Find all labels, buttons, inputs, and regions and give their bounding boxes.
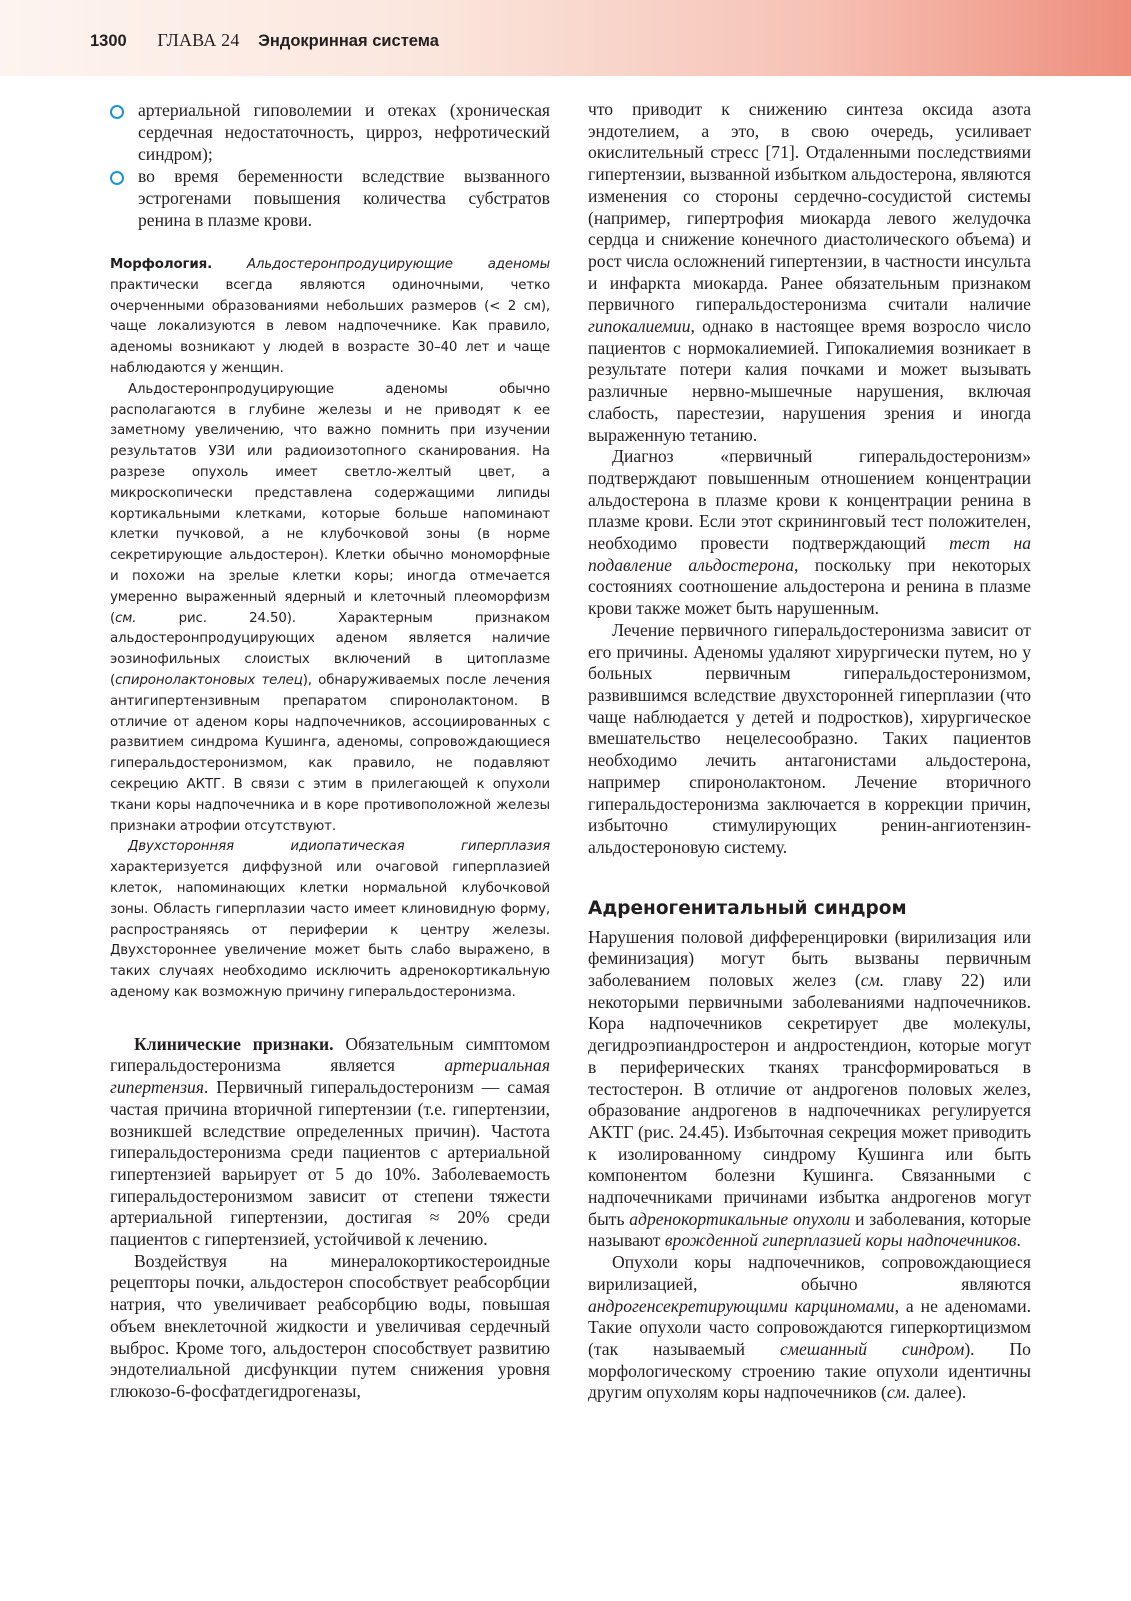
section-heading: Адреногенитальный синдром [588, 897, 907, 919]
body-paragraph: Нарушения половой дифференцировки (вирилизация или феминизация) могут быть вызваны первичным заболеванием половых желез (см. главу 22) или некоторыми первичными заболеваниями надпочечников. Кора надпочечников секретирует две молекулы, дегидроэпиандростерон и андростендион, которые могут в периферических тканях трансформироваться в тестостерон. В отличие от андрогенов половых желез, образование андрогенов в надпочечниках регулируется АКТГ (рис. 24.45). Избыточная секреция может приводить к изолированному синдрому Кушинга или быть компонентом болезни Кушинга. Связанными с надпочечниками причинами избытка андрогенов могут быть адренокортикальные опухоли и заболевания, которые называют врожденной гиперплазией коры надпочечников. [588, 926, 1031, 1251]
morphology-box [110, 255, 550, 1004]
body-paragraph: Клинические признаки. Обязательным симптомом гиперальдостеронизма является артериальная гипертензия. Первичный гиперальдостеронизм — самая частая причина вторичной гипертензии (т.е. гипертензии, возникшей вследствие определенных причин). Частота гиперальдостеронизма среди пациентов с артериальной гипертензией варьирует от 5 до 10%. Заболеваемость гиперальдостеронизмом зависит от степени тяжести артериальной гипертензии, достигая ≈ 20% среди пациентов с гипертензией, устойчивой к лечению. [110, 1033, 550, 1250]
left-column [110, 99, 550, 1403]
clinical-signs-section [110, 1034, 550, 1403]
running-head [90, 30, 439, 51]
body-paragraph: Воздействуя на минералокортикостероидные рецепторы почки, альдостерон способствует реабсорбции натрия, что увеличивает реабсорбцию воды, повышая объем внеклеточной жидкости и увеличивая сердечный выброс. Кроме того, альдостерон способствует развитию эндотелиальной дисфункции путем снижения уровня глюкозо-6-фосфатдегидрогеназы, [110, 1250, 550, 1401]
bullet-circle-icon [110, 105, 124, 119]
morphology-paragraph: Альдостеронпродуцирующие аденомы обычно располагаются в глубине железы и не приводят к ее заметному увеличению, что важно помнить при изучении результатов УЗИ или радиоизотопного сканирования. На разрезе опухоль имеет светло-желтый цвет, а микроскопически представлена содержащими липиды кортикальными клетками, которые больше напоминают клетки пучковой, а не клубочковой зоны (в норме секретирующие альдостерон). Клетки обычно мономорфные и похожи на зрелые клетки коры; иногда отмечается умеренно выраженный ядерный и клеточный плеоморфизм (см. рис. 24.50). Характерным признаком альдостеронпродуцирующих аденом является наличие эозинофильных слоистых включений в цитоплазме (спиронолактоновых телец), обнаруживаемых после лечения антигипертензивным препаратом спиронолактоном. В отличие от аденом коры надпочечников, ассоциированных с развитием синдрома Кушинга, аденомы, сопровождающиеся гиперальдостеронизмом, как правило, не подавляют секрецию АКТГ. В связи с этим в прилегающей к опухоли ткани коры надпочечника и в коре противоположной железы признаки атрофии отсутствуют. [110, 381, 550, 834]
page-number: 1300 [90, 32, 127, 50]
list-item [110, 99, 550, 165]
bullet-list [110, 99, 550, 231]
bullet-text: во время беременности вследствие вызванного эстрогенами повышения количества субстратов ренина в плазме крови. [138, 166, 550, 230]
body-paragraph: Опухоли коры надпочечников, сопровождающиеся вирилизацией, обычно являются андрогенсекретирующими карциномами, а не аденомами. Такие опухоли часто сопровождаются гиперкортицизмом (так называемый смешанный синдром). По морфологическому строению такие опухоли идентичны другим опухолям коры надпочечников (см. далее). [588, 1252, 1032, 1403]
chapter-title: Эндокринная система [258, 32, 439, 50]
chapter-label: ГЛАВА 24 [157, 30, 240, 50]
morphology-paragraph: Морфология. Альдостеронпродуцирующие аденомы практически всегда являются одиночными, четко очерченными образованиями небольших размеров (< 2 см), чаще локализуются в левом надпочечнике. Как правило, аденомы возникают у людей в возрасте 30–40 лет и чаще наблюдаются у женщин. [110, 257, 550, 376]
morphology-lead: Морфология. [110, 257, 213, 272]
page-header [0, 0, 1131, 76]
clinical-lead: Клинические признаки. [134, 1033, 334, 1054]
morphology-paragraph: Двухсторонняя идиопатическая гиперплазия характеризуется диффузной или очаговой гиперплазией клеток, напоминающих клетки нормальной клубочковой зоны. Область гиперплазии часто имеет клиновидную форму, распространяясь от периферии к центру железы. Двухстороннее увеличение может быть слабо выражено, в таких случаях необходимо исключить адренокортикальную аденому как возможную причину гиперальдостеронизма. [110, 839, 550, 1000]
bullet-text: артериальной гиповолемии и отеках (хроническая сердечная недостаточность, цирроз, нефротический синдром); [138, 100, 550, 164]
body-paragraph: Диагноз «первичный гиперальдостеронизм» подтверждают повышенным отношением концентрации альдостерона в плазме крови к концентрации ренина в плазме крови. Если этот скрининговый тест положителен, необходимо провести подтверждающий тест на подавление альдостерона, поскольку при некоторых состояниях соотношение альдостерона и ренина в плазме крови также может быть нарушенным. [588, 446, 1031, 619]
body-paragraph: что приводит к снижению синтеза оксида азота эндотелием, а это, в свою очередь, усиливает окислительный стресс [71]. Отдаленными последствиями гипертензии, вызванной избытком альдостерона, являются изменения со стороны сердечно-сосудистой системы (например, гипертрофия миокарда левого желудочка сердца и снижение конечного диастолического объема) и рост числа осложнений гипертензии, в частности инсульта и инфаркта миокарда. Ранее обязательным признаком первичного гиперальдостеронизма считали наличие гипокалиемии, однако в настоящее время возросло число пациентов с нормокалиемией. Гипокалиемия возникает в результате потери калия почками и может вызывать различные нервно-мышечные нарушения, включая слабость, парестезии, нарушения зрения и иногда выраженную тетанию. [588, 99, 1031, 445]
bullet-circle-icon [110, 171, 124, 185]
list-item [110, 165, 550, 231]
body-paragraph: Лечение первичного гиперальдостеронизма зависит от его причины. Аденомы удаляют хирургически путем, но у больных первичным гиперальдостеронизмом, развившимся вследствие двухсторонней гиперплазии (что чаще наблюдается у детей и подростков), хирургическое вмешательство нецелесообразно. Таких пациентов необходимо лечить антагонистами альдостерона, например спиронолактоном. Лечение вторичного гиперальдостеронизма заключается в коррекции причин, избыточно стимулирующих ренин-ангиотензин-альдостероновую систему. [588, 619, 1031, 857]
right-column [588, 99, 1031, 1404]
